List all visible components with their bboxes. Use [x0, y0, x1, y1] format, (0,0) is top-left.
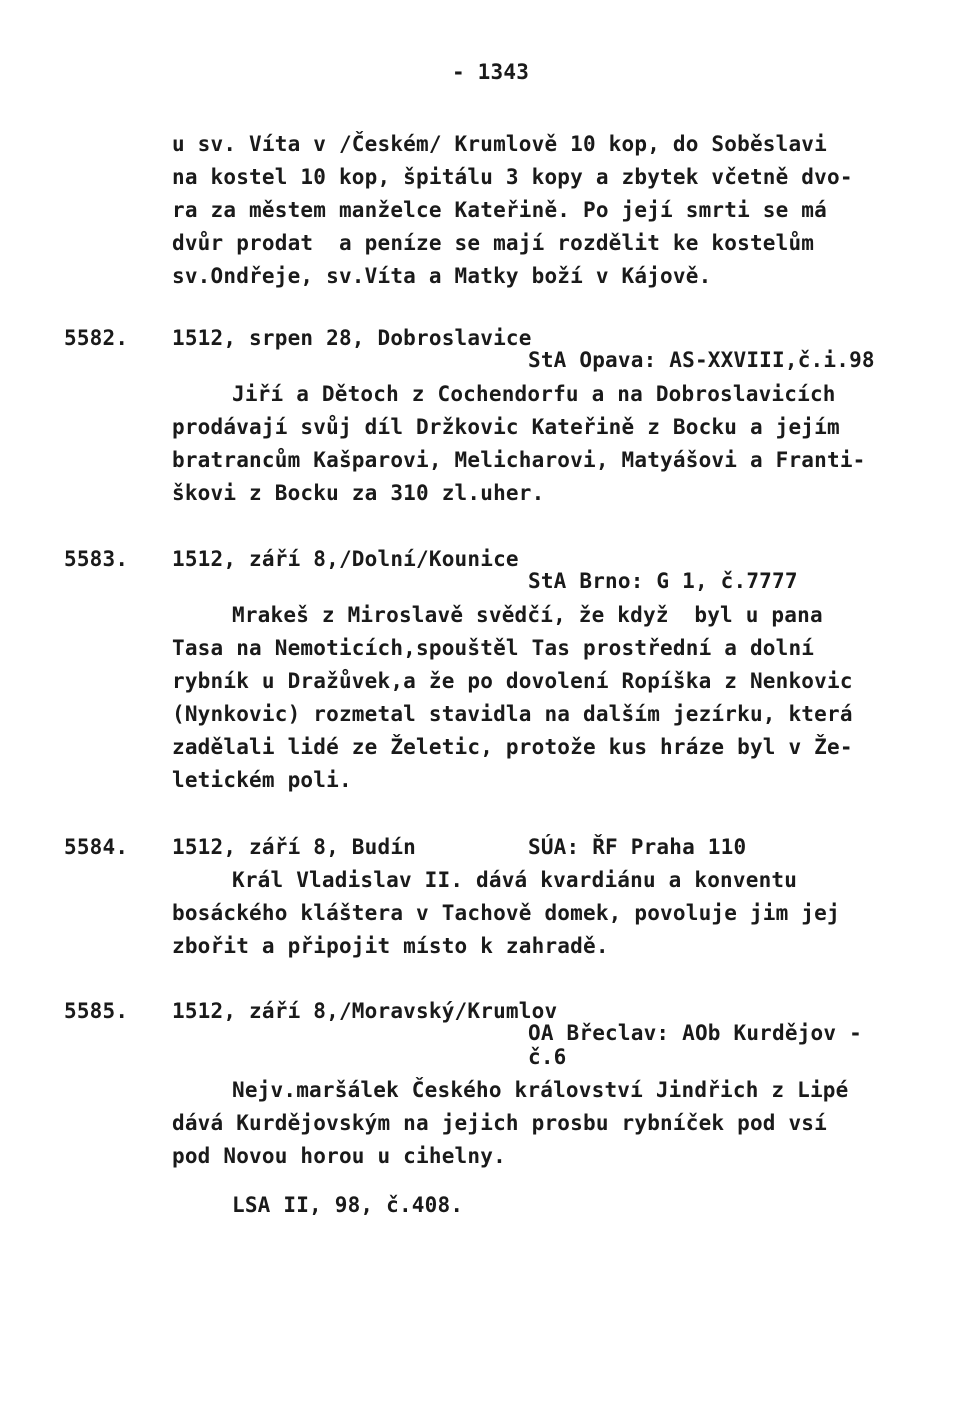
- intro-line: sv.Ondřeje, sv.Víta a Matky boží v Kájově.: [172, 264, 712, 288]
- entry-body-line: Jiří a Dětoch z Cochendorfu a na Dobroslavicích: [232, 382, 836, 406]
- entry-number: 5582.: [64, 326, 129, 350]
- page-number: - 1343: [452, 60, 530, 84]
- entry-body-line: zadělali lidé ze Želetic, protože kus hráze byl v Že-: [172, 735, 853, 759]
- entry-body-line: Tasa na Nemoticích,spouštěl Tas prostřední a dolní: [172, 636, 815, 660]
- entry-source: SÚA: ŘF Praha 110: [528, 835, 747, 859]
- entry-body-line: pod Novou horou u cihelny.: [172, 1144, 506, 1168]
- entry-body-line: bosáckého kláštera v Tachově domek, povoluje jim jej: [172, 901, 840, 925]
- entry-source: StA Brno: G 1, č.7777: [528, 569, 798, 593]
- entry-body-line: škovi z Bocku za 310 zl.uher.: [172, 481, 545, 505]
- entry-body-line: rybník u Dražůvek,a že po dovolení Ropíška z Nenkovic: [172, 669, 853, 693]
- entry-number: 5585.: [64, 999, 129, 1023]
- entry-body-line: bratrancům Kašparovi, Melicharovi, Matyášovi a Franti-: [172, 448, 866, 472]
- entry-body-line: Král Vladislav II. dává kvardiánu a konventu: [232, 868, 798, 892]
- entry-number: 5584.: [64, 835, 129, 859]
- entry-body-line: dává Kurdějovským na jejich prosbu rybníček pod vsí: [172, 1111, 827, 1135]
- intro-line: na kostel 10 kop, špitálu 3 kopy a zbytek včetně dvo-: [172, 165, 853, 189]
- intro-line: ra za městem manželce Kateřině. Po její smrti se má: [172, 198, 827, 222]
- intro-line: u sv. Víta v /Českém/ Krumlově 10 kop, do Soběslavi: [172, 132, 827, 156]
- entry-body-line: letickém poli.: [172, 768, 352, 792]
- entry-heading: 1512, září 8, Budín: [172, 835, 417, 859]
- entry-body-line: zbořit a připojit místo k zahradě.: [172, 934, 609, 958]
- entry-number: 5583.: [64, 547, 129, 571]
- entry-heading: 1512, září 8,/Moravský/Krumlov: [172, 999, 558, 1023]
- entry-heading: 1512, září 8,/Dolní/Kounice: [172, 547, 519, 571]
- entry-source: OA Břeclav: AOb Kurdějov -: [528, 1021, 862, 1045]
- entry-body-line: Mrakeš z Miroslavě svědčí, že když byl u pana: [232, 603, 823, 627]
- entry-body-line: Nejv.maršálek Českého království Jindřich z Lipé: [232, 1078, 849, 1102]
- entry-reference: LSA II, 98, č.408.: [232, 1193, 464, 1217]
- entry-source: StA Opava: AS-XXVIII,č.i.98: [528, 348, 875, 372]
- entry-heading: 1512, srpen 28, Dobroslavice: [172, 326, 532, 350]
- entry-source: č.6: [528, 1045, 567, 1069]
- entry-body-line: prodávají svůj díl Držkovic Kateřině z Bocku a jejím: [172, 415, 840, 439]
- entry-body-line: (Nynkovic) rozmetal stavidla na dalším jezírku, která: [172, 702, 853, 726]
- intro-line: dvůr prodat a peníze se mají rozdělit ke kostelům: [172, 231, 815, 255]
